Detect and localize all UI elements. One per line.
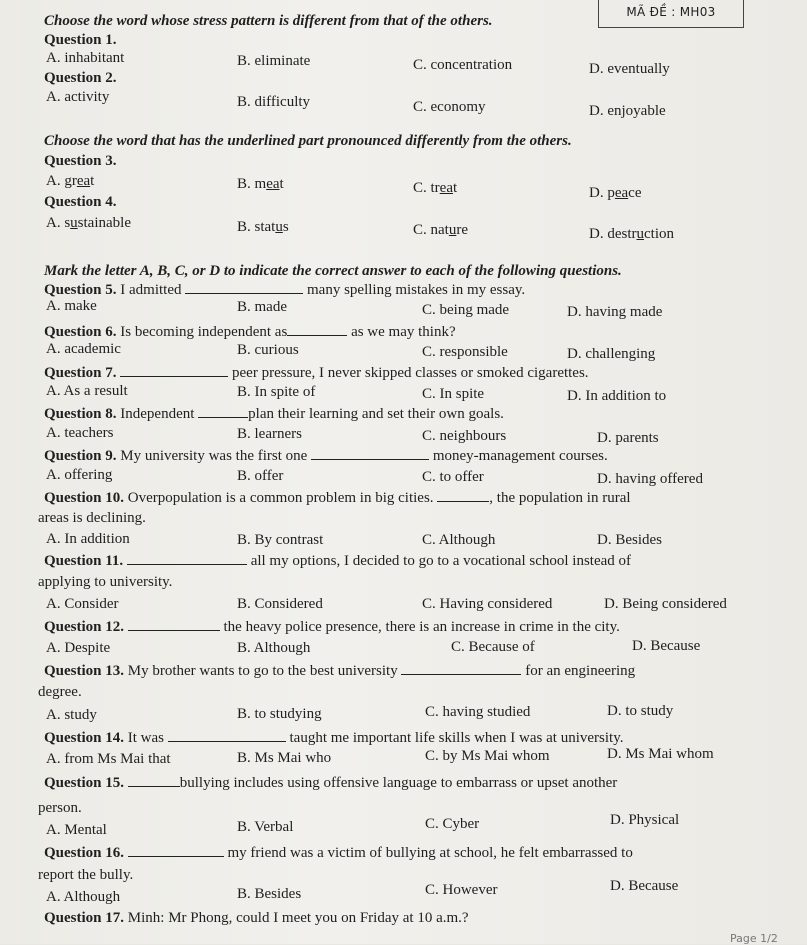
q10-option-c: C. Although	[422, 532, 496, 548]
q1-option-a: A. inhabitant	[46, 50, 125, 66]
q3-option-a: A. great	[46, 173, 95, 189]
q3-option-b: B. meat	[237, 176, 284, 192]
q9-option-a: A. offering	[46, 467, 113, 483]
question-14-stem: Question 14. It was taught me important life skills when I was at university.	[44, 730, 624, 746]
q13-option-a: A. study	[46, 707, 97, 723]
answer-blank	[127, 552, 247, 565]
question-8-stem: Question 8. Independent plan their learning and set their own goals.	[44, 406, 504, 422]
q16-option-b: B. Besides	[237, 886, 302, 902]
q8-option-d: D. parents	[597, 430, 659, 446]
question-5-stem: Question 5. I admitted many spelling mistakes in my essay.	[44, 282, 526, 298]
question-11-stem: Question 11. all my options, I decided to go to a vocational school instead of	[44, 553, 632, 569]
q5-option-b: B. made	[237, 299, 287, 315]
q6-option-d: D. challenging	[567, 346, 656, 362]
q2-option-d: D. enjoyable	[589, 103, 666, 119]
answer-blank	[401, 662, 521, 675]
q8-option-a: A. teachers	[46, 425, 114, 441]
answer-blank	[128, 774, 180, 787]
question-16-stem: Question 16. my friend was a victim of bullying at school, he felt embarrassed to	[44, 845, 633, 861]
q9-option-b: B. offer	[237, 468, 284, 484]
q10-option-a: A. In addition	[46, 531, 130, 547]
q4-option-b: B. status	[237, 219, 289, 235]
question-11-cont: applying to university.	[38, 574, 173, 590]
q2-option-c: C. economy	[413, 99, 486, 115]
q9-option-d: D. having offered	[597, 471, 703, 487]
q1-option-c: C. concentration	[413, 57, 513, 73]
q2-option-b: B. difficulty	[237, 94, 311, 110]
exam-code: MÃ ĐỀ : MH03	[598, 0, 744, 28]
instruction-stress: Choose the word whose stress pattern is different from that of the others.	[44, 13, 493, 29]
q15-option-d: D. Physical	[610, 812, 680, 828]
q6-option-c: C. responsible	[422, 344, 508, 360]
q9-option-c: C. to offer	[422, 469, 484, 485]
q12-option-d: D. Because	[632, 638, 701, 654]
question-17-stem: Question 17. Minh: Mr Phong, could I meet you on Friday at 10 a.m.?	[44, 910, 469, 926]
q13-option-d: D. to study	[607, 703, 674, 719]
q4-option-c: C. nature	[413, 222, 468, 238]
q14-option-c: C. by Ms Mai whom	[425, 748, 550, 764]
question-12-stem: Question 12. the heavy police presence, there is an increase in crime in the city.	[44, 619, 620, 635]
answer-blank	[128, 618, 220, 631]
answer-blank	[185, 281, 303, 294]
question-6-stem: Question 6. Is becoming independent as as we may think?	[44, 324, 456, 340]
q13-option-b: B. to studying	[237, 706, 322, 722]
question-15-stem: Question 15. bullying includes using offensive language to embarrass or upset another	[44, 775, 618, 791]
q6-option-a: A. academic	[46, 341, 121, 357]
question-10-cont: areas is declining.	[38, 510, 146, 526]
instruction-grammar: Mark the letter A, B, C, or D to indicate the correct answer to each of the following questions.	[44, 263, 622, 279]
q15-option-b: B. Verbal	[237, 819, 294, 835]
q7-option-d: D. In addition to	[567, 388, 667, 404]
page-number: Page 1/2	[730, 932, 778, 945]
q10-option-b: B. By contrast	[237, 532, 324, 548]
q10-option-d: D. Besides	[597, 532, 662, 548]
q7-option-c: C. In spite	[422, 386, 485, 402]
answer-blank	[120, 364, 228, 377]
q7-option-b: B. In spite of	[237, 384, 316, 400]
answer-blank	[128, 844, 224, 857]
q8-option-c: C. neighbours	[422, 428, 507, 444]
question-13-stem: Question 13. My brother wants to go to the best university for an engineering	[44, 663, 636, 679]
q6-option-b: B. curious	[237, 342, 299, 358]
q15-option-a: A. Mental	[46, 822, 107, 838]
q5-option-c: C. being made	[422, 302, 510, 318]
q16-option-c: C. However	[425, 882, 498, 898]
q16-option-d: D. Because	[610, 878, 679, 894]
answer-blank	[437, 489, 489, 502]
q1-option-b: B. eliminate	[237, 53, 311, 69]
q14-option-d: D. Ms Mai whom	[607, 746, 714, 762]
q12-option-a: A. Despite	[46, 640, 111, 656]
q14-option-a: A. from Ms Mai that	[46, 751, 171, 767]
q15-option-c: C. Cyber	[425, 816, 480, 832]
answer-blank	[198, 405, 248, 418]
question-9-stem: Question 9. My university was the first one money-management courses.	[44, 448, 608, 464]
question-2-label: Question 2.	[44, 70, 117, 86]
q7-option-a: A. As a result	[46, 383, 128, 399]
question-15-cont: person.	[38, 800, 82, 816]
question-10-stem: Question 10. Overpopulation is a common problem in big cities. , the population in rural	[44, 490, 631, 506]
question-13-cont: degree.	[38, 684, 82, 700]
q11-option-d: D. Being considered	[604, 596, 727, 612]
answer-blank	[168, 729, 286, 742]
q5-option-a: A. make	[46, 298, 97, 314]
q5-option-d: D. having made	[567, 304, 663, 320]
question-3-label: Question 3.	[44, 153, 117, 169]
q11-option-b: B. Considered	[237, 596, 323, 612]
question-7-stem: Question 7. peer pressure, I never skipped classes or smoked cigarettes.	[44, 365, 589, 381]
q12-option-c: C. Because of	[451, 639, 535, 655]
question-1-label: Question 1.	[44, 32, 117, 48]
q8-option-b: B. learners	[237, 426, 302, 442]
q14-option-b: B. Ms Mai who	[237, 750, 332, 766]
answer-blank	[287, 323, 347, 336]
answer-blank	[311, 447, 429, 460]
q3-option-d: D. peace	[589, 185, 642, 201]
q4-option-a: A. sustainable	[46, 215, 131, 231]
q13-option-c: C. having studied	[425, 704, 531, 720]
q1-option-d: D. eventually	[589, 61, 670, 77]
q12-option-b: B. Although	[237, 640, 311, 656]
question-16-cont: report the bully.	[38, 867, 134, 883]
question-4-label: Question 4.	[44, 194, 117, 210]
q16-option-a: A. Although	[46, 889, 121, 905]
q11-option-a: A. Consider	[46, 596, 119, 612]
instruction-pronunciation: Choose the word that has the underlined part pronounced differently from the others.	[44, 133, 572, 149]
q11-option-c: C. Having considered	[422, 596, 553, 612]
q4-option-d: D. destruction	[589, 226, 674, 242]
q3-option-c: C. treat	[413, 180, 458, 196]
q2-option-a: A. activity	[46, 89, 110, 105]
